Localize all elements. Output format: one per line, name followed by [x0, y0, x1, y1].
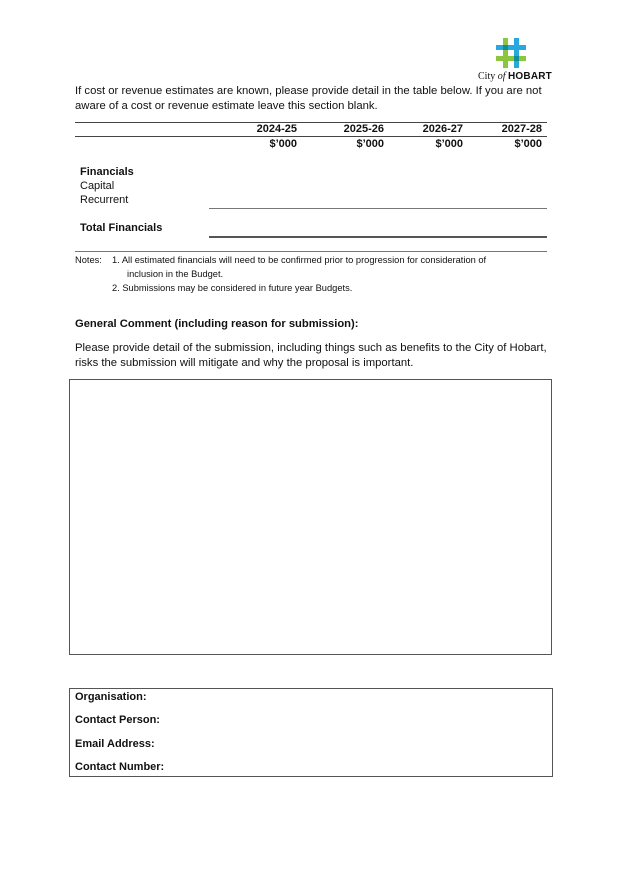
email-address-field-label: Email Address: — [75, 738, 155, 750]
financials-table — [75, 122, 547, 252]
note-1-line-2: inclusion in the Budget. — [127, 269, 224, 279]
organisation-field-label: Organisation: — [75, 691, 147, 703]
year-header-1: 2024-25 — [256, 123, 297, 135]
unit-header-2: $’000 — [356, 138, 384, 150]
intro-paragraph: If cost or revenue estimates are known, please provide detail in the table below. If you are not aware of a cost or revenue estimate leave this section blank. — [75, 85, 542, 112]
recurrent-row-label: Recurrent — [80, 194, 129, 206]
year-header-2: 2025-26 — [343, 123, 384, 135]
general-comment-input-box[interactable] — [69, 379, 552, 655]
logo-city-text: City — [478, 71, 496, 82]
table-top-rule — [75, 122, 547, 123]
year-header-3: 2026-27 — [422, 123, 463, 135]
hobart-logo-mark-icon — [494, 36, 528, 70]
unit-header-4: $’000 — [514, 138, 542, 150]
logo-hobart-text: HOBART — [508, 71, 552, 82]
subtotal-rule — [209, 208, 547, 209]
notes-label: Notes: — [75, 255, 102, 265]
unit-header-1: $’000 — [269, 138, 297, 150]
general-comment-title: General Comment (including reason for submission): — [75, 318, 359, 330]
contact-details-box — [69, 688, 553, 777]
table-header-rule — [75, 136, 547, 137]
unit-header-3: $’000 — [435, 138, 463, 150]
capital-row-label: Capital — [80, 180, 115, 192]
logo-wordmark — [478, 71, 552, 82]
general-comment-description: Please provide detail of the submission, including things such as benefits to the City of Hobart, risks the submission will mitigate and why the proposal is important. — [75, 342, 547, 369]
contact-number-field-label: Contact Number: — [75, 761, 165, 773]
financials-section-title: Financials — [80, 166, 134, 178]
logo-of-text: of — [497, 71, 506, 82]
note-1-line-1: 1. All estimated financials will need to be confirmed prior to progression for consideration of — [112, 255, 487, 265]
contact-person-field-label: Contact Person: — [75, 714, 160, 726]
table-bottom-rule — [75, 251, 547, 252]
total-financials-label: Total Financials — [80, 222, 163, 234]
total-double-rule — [209, 236, 547, 238]
note-2: 2. Submissions may be considered in future year Budgets. — [112, 283, 353, 293]
year-header-4: 2027-28 — [501, 123, 542, 135]
